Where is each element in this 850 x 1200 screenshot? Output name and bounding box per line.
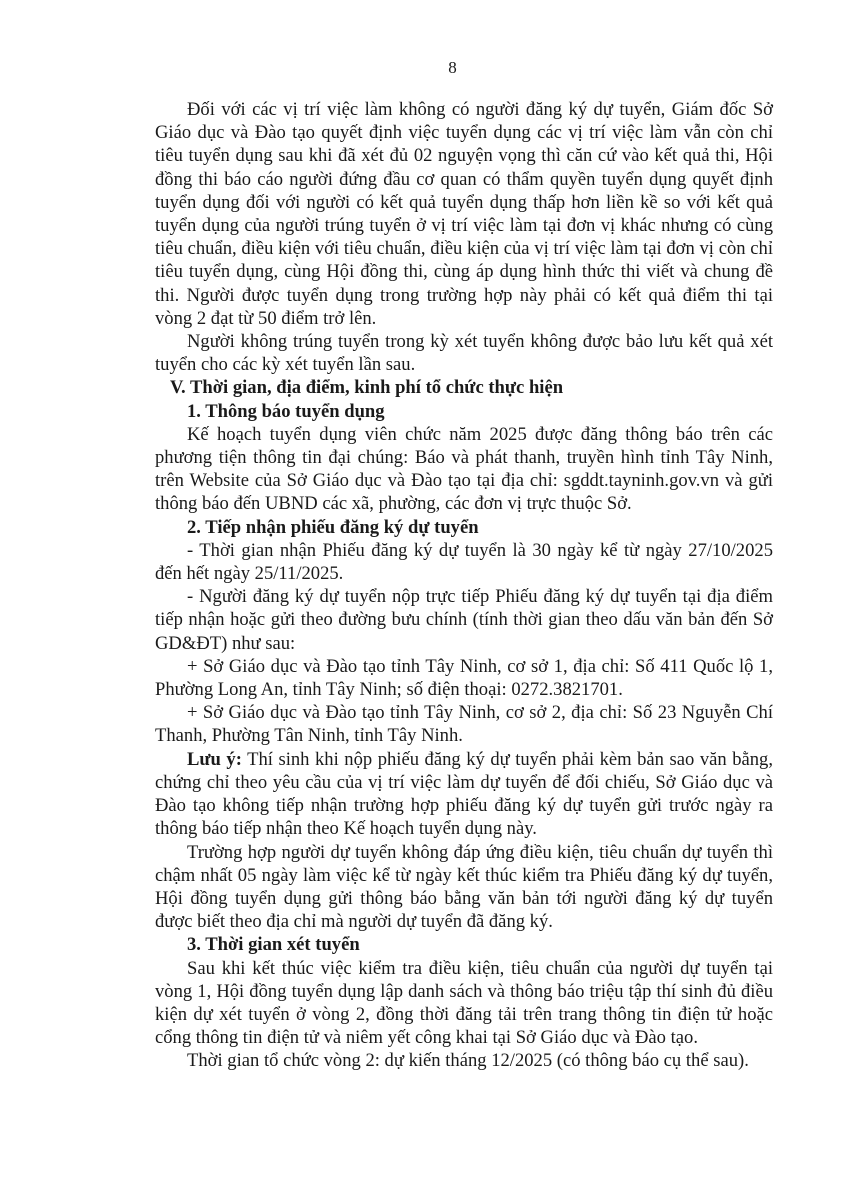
paragraph: - Người đăng ký dự tuyển nộp trực tiếp Phiếu đăng ký dự tuyển tại địa điểm tiếp nhận hoặc gửi theo đường bưu chính (tính thời gian theo dấu văn bản đến Sở GD&ĐT) như sau: (155, 586, 773, 654)
note-paragraph (155, 748, 773, 841)
note-text: Thí sinh khi nộp phiếu đăng ký dự tuyển phải kèm bản sao văn bằng, chứng chỉ theo yêu cầu của vị trí việc làm dự tuyển để đối chiếu, Sở Giáo dục và Đào tạo không tiếp nhận trường hợp phiếu đăng ký dự tuyển gửi trước ngày ra thông báo tiếp nhận theo Kế hoạch tuyển dụng này. (155, 748, 773, 840)
section-heading-v: V. Thời gian, địa điểm, kinh phí tổ chức thực hiện (170, 377, 564, 399)
paragraph: Kế hoạch tuyển dụng viên chức năm 2025 được đăng thông báo trên các phương tiện thông tin đại chúng: Báo và phát thanh, truyền hình tỉnh Tây Ninh, trên Website của Sở Giáo dục và Đào tạo tại địa chỉ: sgddt.tayninh.gov.vn và gửi thông báo đến UBND các xã, phường, các đơn vị trực thuộc Sở. (155, 423, 773, 515)
paragraph: Người không trúng tuyển trong kỳ xét tuyển không được bảo lưu kết quả xét tuyển cho các kỳ xét tuyển lần sau. (155, 331, 773, 376)
subheading-3: 3. Thời gian xét tuyển (187, 934, 360, 956)
paragraph: + Sở Giáo dục và Đào tạo tỉnh Tây Ninh, cơ sở 1, địa chỉ: Số 411 Quốc lộ 1, Phường Long An, tỉnh Tây Ninh; số điện thoại: 0272.3821701. (155, 655, 773, 701)
paragraph: + Sở Giáo dục và Đào tạo tỉnh Tây Ninh, cơ sở 2, địa chỉ: Số 23 Nguyễn Chí Thanh, Phường Tân Ninh, tỉnh Tây Ninh. (155, 702, 773, 747)
note-label: Lưu ý: (187, 748, 242, 770)
paragraph: Trường hợp người dự tuyển không đáp ứng điều kiện, tiêu chuẩn dự tuyển thì chậm nhất 05 ngày làm việc kể từ ngày kết thúc kiểm tra Phiếu đăng ký dự tuyển, Hội đồng tuyển dụng gửi thông báo bằng văn bản tới người đăng ký dự tuyển được biết theo địa chỉ mà người dự tuyển đã đăng ký. (155, 841, 773, 933)
subheading-2: 2. Tiếp nhận phiếu đăng ký dự tuyển (187, 516, 479, 538)
subheading-1: 1. Thông báo tuyển dụng (187, 400, 385, 422)
document-body (155, 58, 773, 1073)
paragraph: - Thời gian nhận Phiếu đăng ký dự tuyển là 30 ngày kể từ ngày 27/10/2025 đến hết ngày 25/11/2025. (155, 539, 773, 585)
page-number: 8 (448, 58, 457, 77)
paragraph: Đối với các vị trí việc làm không có người đăng ký dự tuyển, Giám đốc Sở Giáo dục và Đào tạo quyết định việc tuyển dụng các vị trí việc làm vẫn còn chỉ tiêu tuyển dụng sau khi đã xét đủ 02 nguyện vọng thì căn cứ vào kết quả thi, Hội đồng thi báo cáo người đứng đầu cơ quan có thẩm quyền tuyển dụng quyết định tuyển dụng đối với người có kết quả tuyển dụng thấp hơn liền kề so với kết quả tuyển dụng của người trúng tuyển ở vị trí việc làm tại đơn vị khác nhưng có cùng tiêu chuẩn, điều kiện với tiêu chuẩn, điều kiện của vị trí việc làm tại đơn vị còn chỉ tiêu tuyển dụng, cùng Hội đồng thi, cùng áp dụng hình thức thi viết và chung đề thi. Người được tuyển dụng trong trường hợp này phải có kết quả điểm thi tại vòng 2 đạt từ 50 điểm trở lên. (155, 99, 773, 329)
paragraph: Sau khi kết thúc việc kiểm tra điều kiện, tiêu chuẩn của người dự tuyển tại vòng 1, Hội đồng tuyển dụng lập danh sách và thông báo triệu tập thí sinh đủ điều kiện dự xét tuyển ở vòng 2, đồng thời đăng tải trên trang thông tin điện tử hoặc cổng thông tin điện tử và niêm yết công khai tại Sở Giáo dục và Đào tạo. (155, 957, 773, 1049)
paragraph: Thời gian tổ chức vòng 2: dự kiến tháng 12/2025 (có thông báo cụ thể sau). (187, 1050, 749, 1072)
